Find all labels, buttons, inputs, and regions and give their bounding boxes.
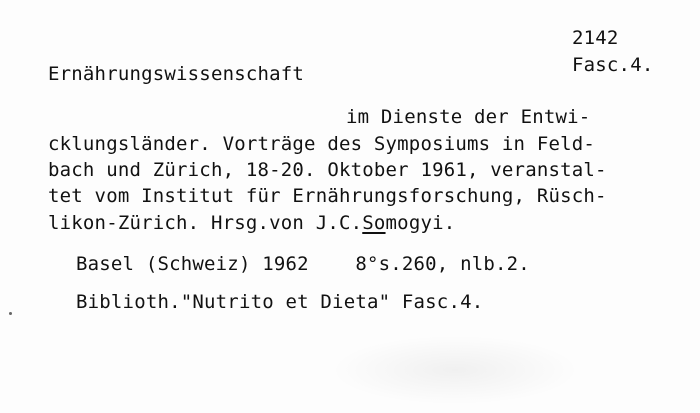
imprint-line: Basel (Schweiz) 1962 8°s.260, nlb.2. — [76, 253, 530, 275]
card-title: Ernährungswissenschaft — [48, 63, 305, 85]
series-line: Biblioth."Nutrito et Dieta" Fasc.4. — [76, 291, 484, 313]
body-line: tet vom Institut für Ernährungsforschung, Rüsch- — [48, 185, 607, 207]
paper-speck — [9, 312, 12, 315]
call-number: 2142 — [572, 27, 619, 49]
paper-smudge — [330, 335, 580, 405]
editor-underlined: So — [362, 212, 386, 234]
body-line-editor — [48, 214, 455, 233]
body-line: bach und Zürich, 18-20. Oktober 1961, veranstal- — [48, 159, 607, 181]
body-line: im Dienste der Entwi- — [346, 106, 591, 128]
editor-prefix: likon-Zürich. Hrsg.von J.C. — [48, 212, 363, 234]
editor-suffix: mogyi. — [385, 212, 456, 234]
body-line: cklungsländer. Vorträge des Symposiums in Feld- — [48, 133, 596, 155]
fascicle-label: Fasc.4. — [572, 54, 654, 76]
